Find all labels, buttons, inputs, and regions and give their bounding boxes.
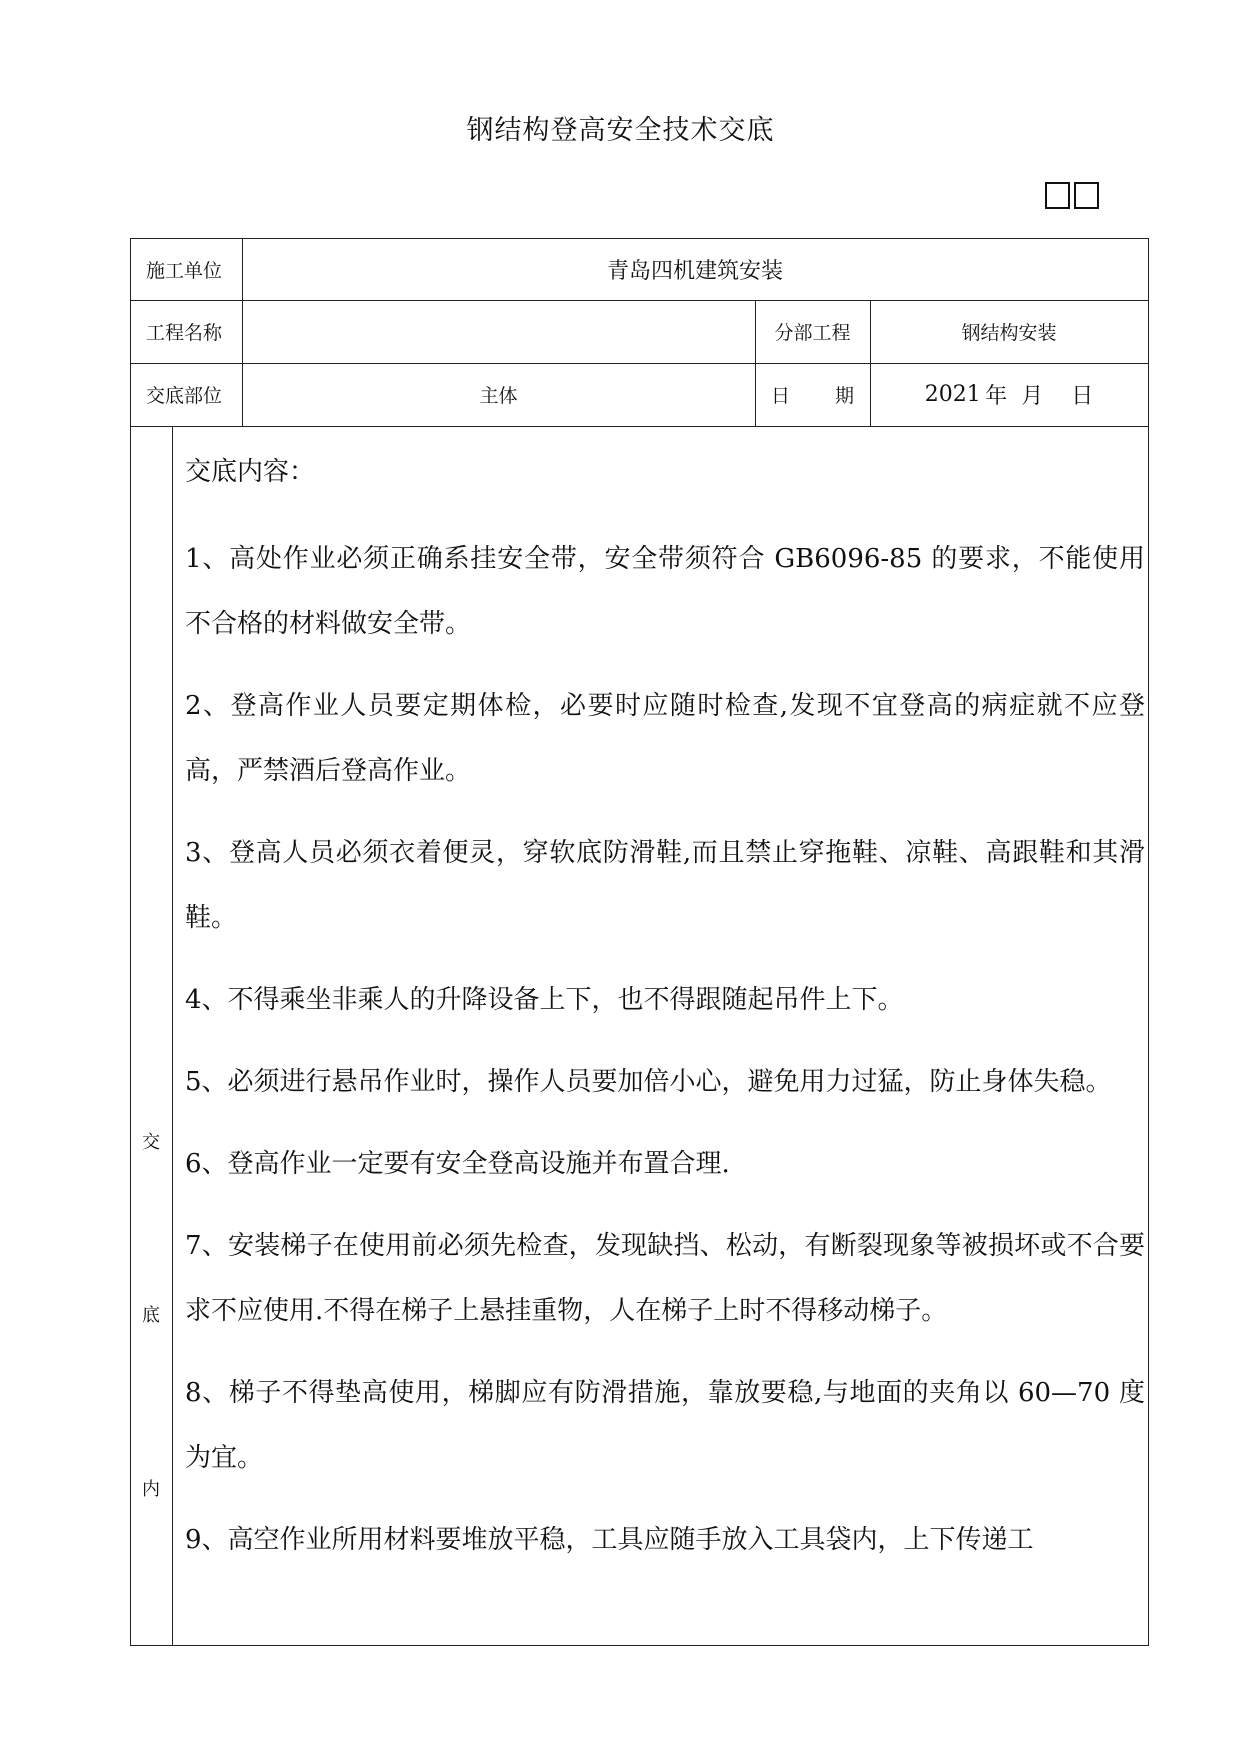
code-box [1045, 182, 1070, 209]
content-item: 3、登高人员必须衣着便灵，穿软底防滑鞋,而且禁止穿拖鞋、凉鞋、高跟鞋和其滑鞋。 [185, 838, 1145, 933]
row-divider [130, 426, 1149, 427]
date-value [870, 363, 1148, 426]
construction-unit-label: 施工单位 [146, 259, 223, 282]
construction-unit-value: 青岛四机建筑安装 [606, 258, 783, 284]
disclosure-table [130, 238, 1149, 1646]
side-label-char: 交 [142, 1132, 160, 1153]
date-year-unit: 年 [985, 384, 1008, 409]
date-label-char: 日 [771, 385, 791, 407]
content-side-divider [172, 426, 173, 1646]
date-day-unit: 日 [1071, 384, 1094, 409]
content-item: 6、登高作业一定要有安全登高设施并布置合理. [185, 1149, 730, 1179]
project-name-label: 工程名称 [146, 322, 223, 344]
content-item: 4、不得乘坐非乘人的升降设备上下，也不得跟随起吊件上下。 [185, 985, 904, 1015]
table-border-bottom [130, 1645, 1149, 1646]
disclosure-content [185, 440, 1145, 1590]
content-item: 8、梯子不得垫高使用，梯脚应有防滑措施，靠放要稳,与地面的夹角以 60—70 度为宜。 [185, 1378, 1145, 1473]
date-month-unit: 月 [1021, 384, 1044, 409]
content-heading: 交底内容： [185, 457, 316, 487]
location-label: 交底部位 [146, 385, 223, 407]
date-year: 2021 [924, 382, 981, 407]
content-item: 5、必须进行悬吊作业时，操作人员要加倍小心，避免用力过猛，防止身体失稳。 [185, 1067, 1112, 1097]
table-border-right [1148, 238, 1149, 1646]
side-label-char: 内 [142, 1479, 160, 1500]
content-item: 2、登高作业人员要定期体检，必要时应随时检查,发现不宜登高的病症就不应登高，严禁酒后登高作业。 [185, 691, 1145, 786]
location-value: 主体 [479, 385, 518, 407]
content-item: 9、高空作业所用材料要堆放平稳，工具应随手放入工具袋内，上下传递工 [185, 1525, 1034, 1555]
date-label [755, 363, 870, 426]
date-label-char: 期 [834, 385, 854, 407]
document-code-boxes [1045, 182, 1099, 209]
sub-project-value: 钢结构安装 [961, 322, 1057, 344]
content-item: 1、高处作业必须正确系挂安全带，安全带须符合 GB6096-85 的要求，不能使用不合格的材料做安全带。 [185, 544, 1145, 639]
sub-project-label: 分部工程 [774, 322, 851, 344]
content-item: 7、安装梯子在使用前必须先检查，发现缺挡、松动，有断裂现象等被损坏或不合要求不应使用.不得在梯子上悬挂重物，人在梯子上时不得移动梯子。 [185, 1231, 1145, 1326]
code-box [1074, 182, 1099, 209]
table-border-left [130, 238, 131, 1646]
document-title: 钢结构登高安全技术交底 [466, 115, 775, 146]
side-label-char: 底 [142, 1305, 160, 1326]
project-name-value [242, 300, 755, 363]
